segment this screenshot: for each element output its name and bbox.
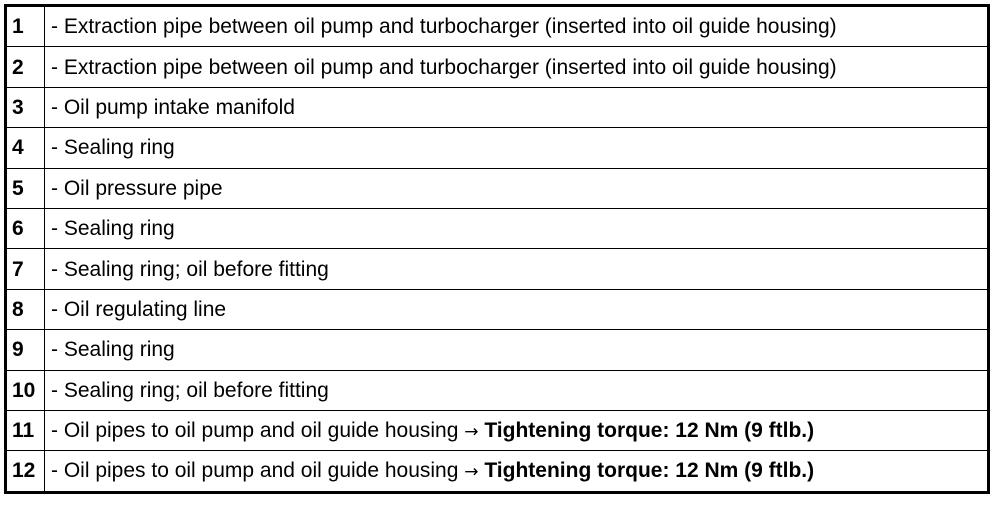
item-number: 6: [6, 208, 45, 248]
item-description-with-torque: [45, 451, 989, 492]
legend-row: [6, 410, 989, 450]
item-number: 9: [6, 330, 45, 370]
legend-row: [6, 168, 989, 208]
legend-row: [6, 330, 989, 370]
tightening-torque: Tightening torque: 12 Nm (9 ftlb.): [484, 419, 815, 443]
legend-row: [6, 249, 989, 289]
arrow-right-icon: →: [464, 462, 479, 483]
legend-row: [6, 47, 989, 87]
item-description: - Extraction pipe between oil pump and turbocharger (inserted into oil guide housing): [45, 47, 989, 87]
legend-row: [6, 451, 989, 492]
item-number: 2: [6, 47, 45, 87]
item-number: 3: [6, 87, 45, 127]
item-description: - Sealing ring: [45, 128, 989, 168]
item-number: 1: [6, 6, 45, 47]
item-number: 12: [6, 451, 45, 492]
item-description: - Extraction pipe between oil pump and turbocharger (inserted into oil guide housing): [45, 6, 989, 47]
parts-legend-table: [4, 4, 990, 494]
item-number: 8: [6, 289, 45, 329]
item-description: - Sealing ring: [45, 208, 989, 248]
legend-row: [6, 370, 989, 410]
item-number: 7: [6, 249, 45, 289]
item-description: - Oil pipes to oil pump and oil guide housing: [51, 459, 459, 483]
tightening-torque: Tightening torque: 12 Nm (9 ftlb.): [484, 459, 815, 483]
item-description: - Oil pump intake manifold: [45, 87, 989, 127]
legend-row: [6, 6, 989, 47]
item-number: 11: [6, 410, 45, 450]
item-description: - Oil pipes to oil pump and oil guide housing: [51, 419, 459, 443]
item-description: - Sealing ring; oil before fitting: [45, 249, 989, 289]
item-description: - Oil regulating line: [45, 289, 989, 329]
legend-row: [6, 87, 989, 127]
item-description: - Sealing ring; oil before fitting: [45, 370, 989, 410]
legend-row: [6, 128, 989, 168]
item-number: 10: [6, 370, 45, 410]
item-description: - Sealing ring: [45, 330, 989, 370]
item-description-with-torque: [45, 410, 989, 450]
arrow-right-icon: →: [464, 422, 479, 443]
legend-row: [6, 289, 989, 329]
item-description: - Oil pressure pipe: [45, 168, 989, 208]
item-number: 4: [6, 128, 45, 168]
item-number: 5: [6, 168, 45, 208]
legend-row: [6, 208, 989, 248]
